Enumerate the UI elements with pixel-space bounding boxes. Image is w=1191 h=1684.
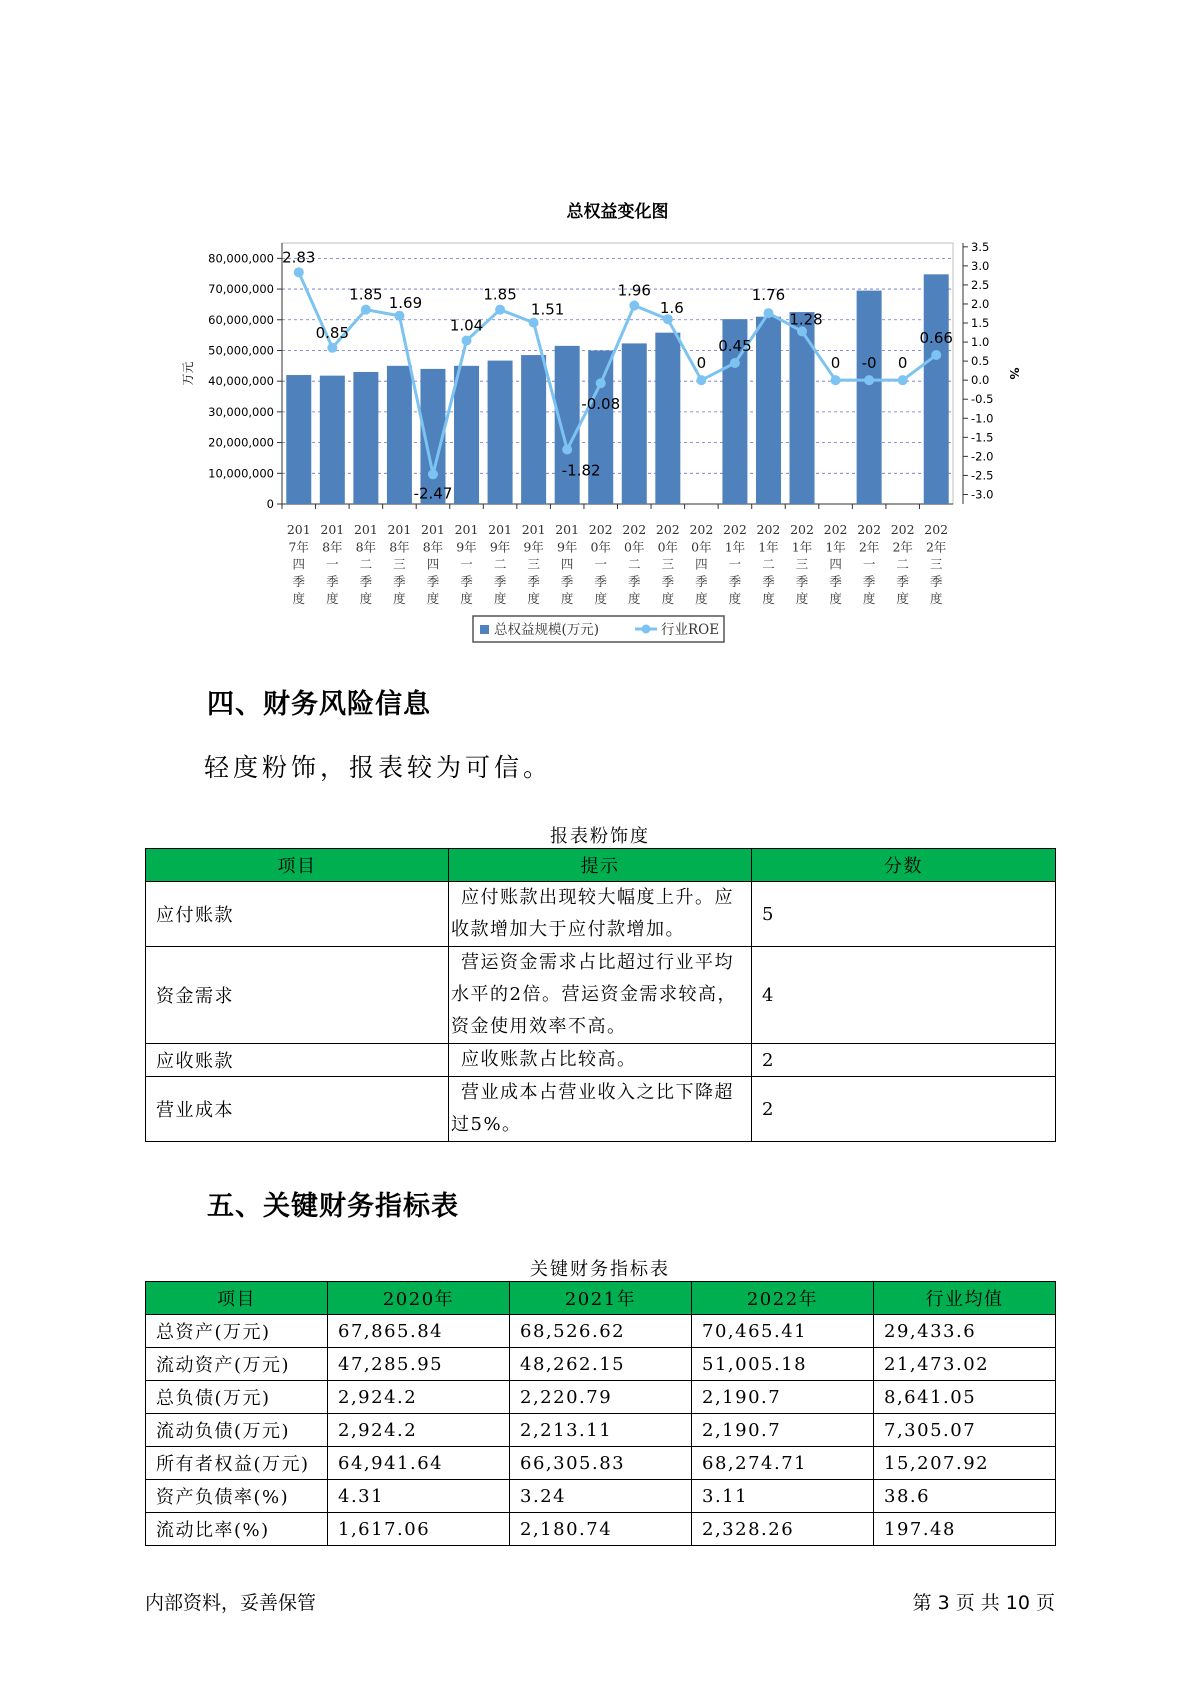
x-tick-label: 度 [661,591,675,607]
risk-item: 营业成本 [146,1077,449,1142]
roe-data-label: 1.85 [349,285,383,304]
y2-tick-label: -2.0 [971,449,994,464]
roe-point [629,300,639,310]
roe-data-label: 1.96 [617,281,651,300]
x-tick-label: 二 [896,556,909,572]
x-tick-label: 四 [695,556,708,572]
x-tick-label: 度 [292,591,306,607]
x-tick-label: 度 [426,591,440,607]
y-tick-label: 0 [266,497,274,511]
kpi-item: 总资产(万元) [146,1315,328,1348]
x-tick-label: 7年 [288,539,310,555]
x-tick-label: 季 [896,573,909,589]
kpi-value: 15,207.92 [874,1447,1056,1480]
roe-data-label: 0.85 [315,323,350,342]
risk-tip-line: 应收账款占比较高。 [461,1049,637,1070]
roe-point [294,267,304,277]
x-tick-label: 度 [829,591,842,607]
y-tick-label: 10,000,000 [208,466,274,481]
roe-point [529,318,539,328]
x-tick-label: 季 [728,573,742,589]
kpi-value: 67,865.84 [328,1315,510,1348]
kpi-value: 2,190.7 [692,1414,874,1447]
kpi-value: 29,433.6 [874,1315,1056,1348]
header-item: 项目 [146,849,449,882]
x-tick-label: 度 [460,591,473,607]
x-tick-label: 202 [622,522,647,537]
y2-tick-label: 1.0 [971,335,990,350]
kpi-value: 8,641.05 [874,1381,1056,1414]
x-tick-label: 四 [829,556,842,572]
roe-point [931,350,941,360]
x-tick-label: 一 [594,556,607,572]
roe-point [394,311,404,321]
x-tick-label: 度 [493,591,507,607]
section5-heading: 五、关键财务指标表 [207,1191,459,1222]
risk-score: 4 [752,947,1056,1044]
y2-tick-label: -0.5 [971,392,994,407]
x-tick-label: 三 [661,556,675,572]
kpi-row [146,1447,1056,1480]
x-tick-label: 201 [488,522,513,537]
risk-tip [449,947,752,1044]
risk-item: 应收账款 [146,1044,449,1077]
bar [353,372,378,504]
x-tick-label: 一 [326,556,339,572]
roe-data-label: 0 [897,354,908,373]
kpi-value: 47,285.95 [328,1348,510,1381]
roe-point [462,336,472,346]
kpi-row [146,1480,1056,1513]
x-tick-label: 1年 [825,539,846,555]
bar [790,312,815,504]
legend-bar-swatch [480,625,489,634]
kpi-value: 68,526.62 [510,1315,692,1348]
kpi-value: 2,213.11 [510,1414,692,1447]
y-tick-label: 60,000,000 [208,312,274,327]
y-tick-label: 50,000,000 [208,343,274,358]
x-tick-label: 季 [862,573,876,589]
roe-point [361,305,371,315]
kpi-item: 流动比率(%) [146,1513,328,1546]
x-tick-label: 1年 [791,539,813,555]
kpi-item: 流动负债(万元) [146,1414,328,1447]
x-tick-label: 季 [661,573,675,589]
x-tick-label: 201 [555,522,580,537]
x-tick-label: 度 [594,591,607,607]
kpi-value: 51,005.18 [692,1348,874,1381]
x-tick-label: 度 [762,591,775,607]
roe-data-label: -0 [861,354,877,373]
x-tick-label: 四 [292,556,306,572]
bar [622,343,647,504]
x-tick-label: 季 [426,573,440,589]
risk-table [145,848,1056,1142]
roe-point [428,469,438,479]
bar [555,346,580,504]
kpi-value: 70,465.41 [692,1315,874,1348]
y2-tick-label: 2.5 [971,277,990,292]
x-tick-label: 度 [929,591,943,607]
x-tick-label: 季 [795,573,809,589]
section4-heading: 四、财务风险信息 [207,689,431,720]
x-tick-label: 度 [728,591,742,607]
x-tick-label: 201 [286,522,311,537]
header-score: 分数 [752,849,1056,882]
bar [756,317,781,504]
header-industry-avg: 行业均值 [874,1282,1056,1315]
roe-data-label: 1.51 [530,300,565,319]
kpi-value: 38.6 [874,1480,1056,1513]
x-tick-label: 0年 [691,539,712,555]
y-tick-label: 20,000,000 [208,435,274,450]
x-tick-label: 二 [762,556,775,572]
y2-tick-label: 0.5 [971,354,990,369]
risk-score: 5 [752,882,1056,947]
roe-data-label: 0 [830,354,841,373]
x-tick-label: 度 [560,591,574,607]
risk-tip-line: 应付账款出现较大幅度上升。应 [461,887,734,908]
x-tick-label: 202 [823,522,848,537]
y2-tick-label: -1.5 [971,430,994,445]
risk-tip-line: 资金使用效率不高。 [451,1016,627,1037]
x-tick-label: 0年 [624,539,645,555]
roe-data-label: 1.85 [483,285,517,304]
x-tick-label: 二 [628,556,641,572]
x-tick-label: 201 [421,522,445,537]
x-tick-label: 1年 [758,539,779,555]
x-tick-label: 三 [795,556,809,572]
kpi-value: 1,617.06 [328,1513,510,1546]
x-tick-label: 201 [387,522,412,537]
x-tick-label: 度 [326,591,339,607]
x-tick-label: 202 [756,522,781,537]
x-tick-label: 季 [695,573,708,589]
kpi-value: 2,328.26 [692,1513,874,1546]
x-tick-label: 0年 [590,539,611,555]
x-tick-label: 1年 [724,539,746,555]
roe-data-label: 1.69 [388,293,423,312]
roe-point [562,445,572,455]
header-2022: 2022年 [692,1282,874,1315]
roe-data-label: 1.28 [789,310,823,329]
bar [924,274,949,504]
risk-item: 应付账款 [146,882,449,947]
kpi-value: 3.24 [510,1480,692,1513]
risk-row [146,882,1056,947]
x-tick-label: 四 [426,556,440,572]
x-tick-label: 8年 [355,539,377,555]
kpi-row [146,1348,1056,1381]
risk-table-header [146,849,1056,882]
x-tick-label: 季 [829,573,842,589]
kpi-row [146,1414,1056,1447]
risk-score: 2 [752,1077,1056,1142]
x-tick-label: 季 [762,573,775,589]
kpi-item: 所有者权益(万元) [146,1447,328,1480]
kpi-value: 2,924.2 [328,1381,510,1414]
y2-tick-label: 1.5 [971,316,990,331]
kpi-item: 流动资产(万元) [146,1348,328,1381]
kpi-value: 7,305.07 [874,1414,1056,1447]
x-tick-label: 三 [527,556,540,572]
roe-point [495,305,505,315]
legend-line-marker [642,625,651,634]
kpi-item: 资产负债率(%) [146,1480,328,1513]
x-tick-label: 度 [393,591,406,607]
y-tick-label: 80,000,000 [208,251,274,266]
roe-point [831,375,841,385]
risk-score: 2 [752,1044,1056,1077]
y2-tick-label: 3.0 [971,258,990,273]
roe-data-label: 1.6 [659,299,684,318]
risk-tip [449,1077,752,1142]
legend-bar-label: 总权益规模(万元) [494,622,600,638]
bar [454,366,479,504]
x-tick-label: 季 [460,573,473,589]
header-2021: 2021年 [510,1282,692,1315]
x-tick-label: 一 [862,556,876,572]
footer-confidential: 内部资料，妥善保管 [145,1592,317,1614]
kpi-value: 68,274.71 [692,1447,874,1480]
x-tick-label: 度 [359,591,373,607]
bar [655,333,680,504]
x-tick-label: 202 [924,522,949,537]
header-item: 项目 [146,1282,328,1315]
x-tick-label: 三 [393,556,406,572]
kpi-table [145,1281,1056,1546]
bar [588,350,613,504]
x-tick-label: 202 [588,522,613,537]
risk-tip-line: 营业成本占营业收入之比下降超 [461,1082,734,1103]
x-tick-label: 季 [292,573,306,589]
x-tick-label: 8年 [322,539,343,555]
x-tick-label: 8年 [422,539,444,555]
x-tick-label: 9年 [489,539,511,555]
x-tick-label: 度 [896,591,909,607]
risk-table-caption: 报表粉饰度 [550,826,650,847]
y2-tick-label: -3.0 [971,487,994,502]
roe-point [596,378,606,388]
x-tick-label: 201 [353,522,378,537]
roe-data-label: -0.08 [581,395,621,414]
risk-summary: 轻度粉饰，报表较为可信。 [204,753,553,782]
x-tick-label: 二 [359,556,373,572]
kpi-value: 197.48 [874,1513,1056,1546]
x-tick-label: 202 [655,522,680,537]
legend-line-label: 行业ROE [661,622,720,638]
y2-tick-label: 3.5 [971,239,990,254]
x-tick-label: 季 [594,573,607,589]
risk-tip-line: 营运资金需求占比超过行业平均 [461,952,734,973]
kpi-value: 2,180.74 [510,1513,692,1546]
roe-data-label: 0 [696,354,707,373]
x-tick-label: 度 [862,591,876,607]
risk-row [146,947,1056,1044]
risk-tip [449,1044,752,1077]
x-tick-label: 202 [890,522,915,537]
y2-tick-label: -2.5 [971,468,994,483]
y2-tick-label: 0.0 [971,373,990,388]
chart-title: 总权益变化图 [566,202,669,222]
roe-point [696,375,706,385]
kpi-value: 3.11 [692,1480,874,1513]
x-tick-label: 季 [527,573,540,589]
y-tick-label: 30,000,000 [208,404,274,419]
bar [387,366,412,504]
x-tick-label: 季 [493,573,507,589]
kpi-value: 21,473.02 [874,1348,1056,1381]
risk-row [146,1044,1056,1077]
x-tick-label: 0年 [657,539,679,555]
x-tick-label: 季 [929,573,943,589]
roe-point [864,375,874,385]
bar [488,361,513,504]
roe-data-label: 1.76 [751,286,786,305]
kpi-value: 2,924.2 [328,1414,510,1447]
roe-point [898,375,908,385]
y2-tick-label: 2.0 [971,296,990,311]
risk-tip-line: 收款增加大于应付款增加。 [451,919,685,940]
x-tick-label: 一 [460,556,473,572]
x-tick-label: 202 [722,522,747,537]
roe-data-label: 0.66 [919,329,953,348]
footer-page-number: 第 3 页 共 10 页 [912,1592,1055,1614]
x-tick-label: 度 [695,591,708,607]
x-tick-label: 度 [527,591,540,607]
header-tip: 提示 [449,849,752,882]
kpi-item: 总负债(万元) [146,1381,328,1414]
x-tick-label: 季 [560,573,574,589]
x-tick-label: 四 [560,556,574,572]
x-tick-label: 度 [628,591,641,607]
bar [286,375,311,504]
x-tick-label: 202 [790,522,814,537]
header-2020: 2020年 [328,1282,510,1315]
risk-tip-line: 水平的2倍。营运资金需求较高， [451,984,737,1005]
y2-tick-label: -1.0 [971,411,994,426]
roe-point [327,343,337,353]
kpi-value: 66,305.83 [510,1447,692,1480]
roe-point [730,358,740,368]
x-tick-label: 201 [521,522,546,537]
x-tick-label: 9年 [456,539,477,555]
x-tick-label: 8年 [389,539,410,555]
x-tick-label: 202 [857,522,882,537]
kpi-row [146,1315,1056,1348]
x-tick-label: 季 [326,573,339,589]
x-tick-label: 9年 [556,539,578,555]
kpi-value: 64,941.64 [328,1447,510,1480]
y-axis-label: 万元 [181,361,195,386]
kpi-value: 2,190.7 [692,1381,874,1414]
x-tick-label: 季 [393,573,406,589]
y2-axis-label: % [1007,367,1021,380]
kpi-row [146,1381,1056,1414]
roe-data-label: -1.82 [561,461,601,480]
kpi-value: 48,262.15 [510,1348,692,1381]
risk-tip-line: 过5%。 [451,1114,522,1135]
x-tick-label: 三 [929,556,943,572]
kpi-value: 4.31 [328,1480,510,1513]
roe-data-label: -2.47 [413,484,453,503]
equity-chart [0,0,1191,660]
x-tick-label: 2年 [892,539,913,555]
x-tick-label: 2年 [925,539,947,555]
roe-data-label: 1.04 [449,316,484,335]
x-tick-label: 二 [493,556,507,572]
x-tick-label: 度 [795,591,809,607]
x-tick-label: 201 [320,522,345,537]
roe-data-label: 0.45 [718,337,752,356]
risk-row [146,1077,1056,1142]
bar [521,355,546,504]
bar [320,376,345,504]
risk-tip [449,882,752,947]
x-tick-label: 201 [454,522,479,537]
x-tick-label: 202 [689,522,714,537]
bar [857,291,882,504]
x-tick-label: 2年 [858,539,880,555]
y-tick-label: 40,000,000 [208,374,274,389]
y-tick-label: 70,000,000 [208,282,274,297]
x-tick-label: 季 [628,573,641,589]
x-tick-label: 9年 [523,539,544,555]
kpi-value: 2,220.79 [510,1381,692,1414]
risk-item: 资金需求 [146,947,449,1044]
roe-point [763,308,773,318]
kpi-row [146,1513,1056,1546]
kpi-table-caption: 关键财务指标表 [530,1259,670,1280]
roe-data-label: 2.83 [282,248,316,267]
kpi-table-header [146,1282,1056,1315]
x-tick-label: 一 [728,556,742,572]
x-tick-label: 季 [359,573,373,589]
